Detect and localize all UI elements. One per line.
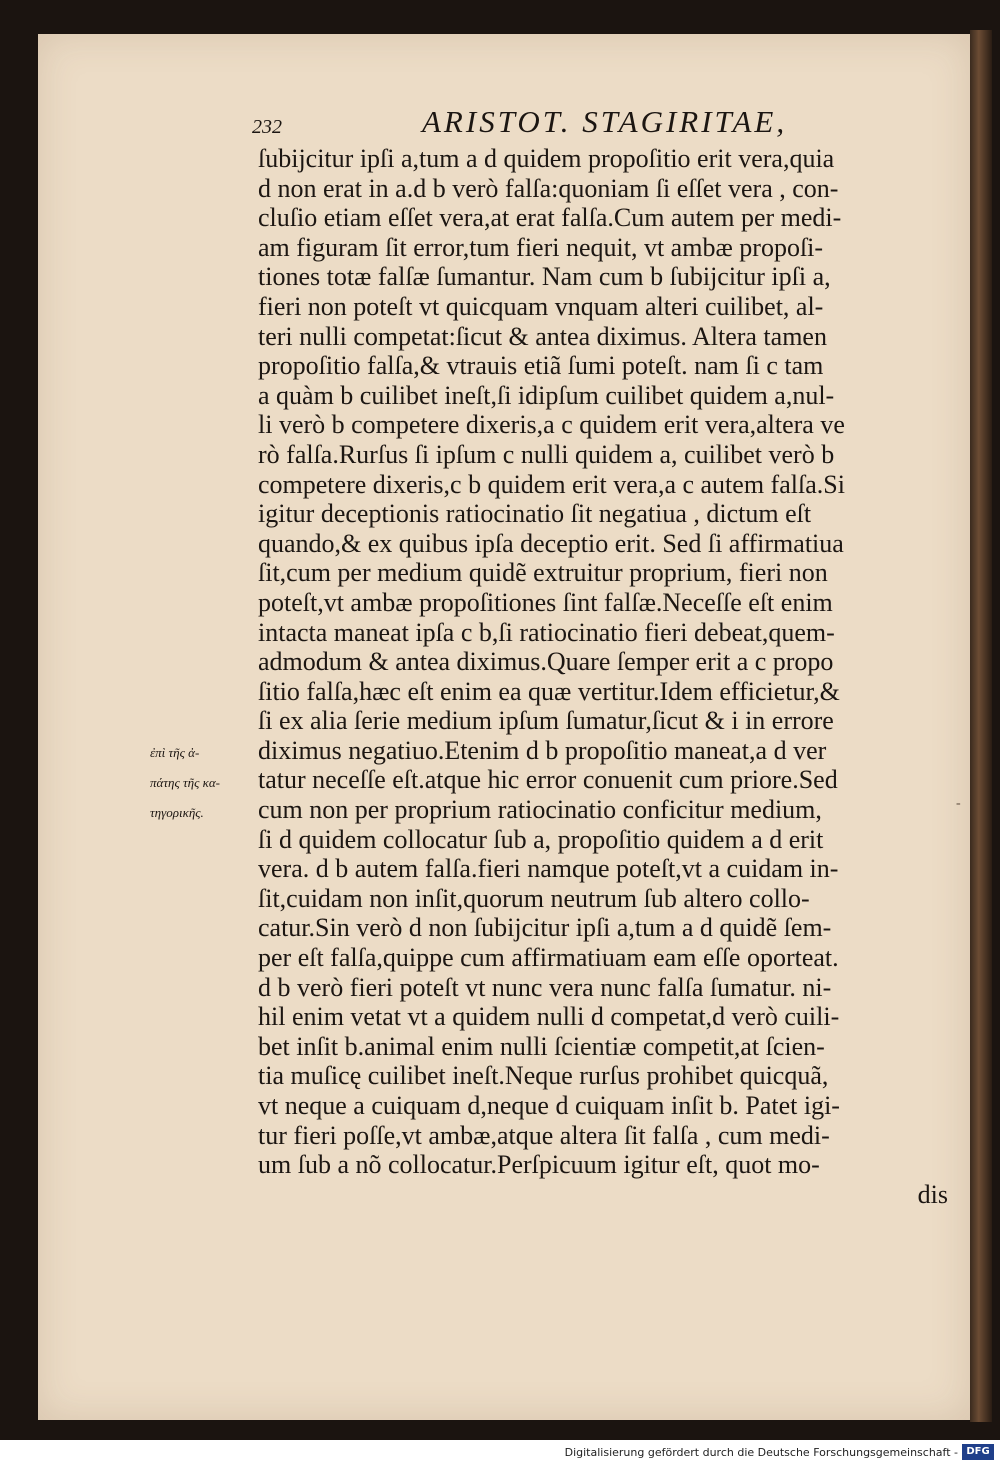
text-line: ſubijcitur ipſi a,tum a d quidem propoſitio erit vera,quia	[258, 144, 835, 173]
text-line: d b verò fieri poteſt vt nunc vera nunc falſa ſumatur. ni-	[258, 972, 832, 1002]
text-line: tia muſicę cuilibet ineſt.Neque rurſus prohibet quicquã,	[258, 1061, 829, 1091]
marginal-note-line: ἐπὶ τῆς ἀ-	[150, 745, 200, 760]
text-line: vt neque a cuiquam d,neque d cuiquam inſit b. Patet igi-	[258, 1091, 840, 1120]
marginal-note-line: τηγορικῆς.	[150, 805, 204, 820]
text-line: poteſt,vt ambæ propoſitiones ſint falſæ.Neceſſe eſt enim	[258, 587, 833, 617]
text-line: um ſub a nõ collocatur.Perſpicuum igitur eſt, quot mo-	[258, 1150, 820, 1180]
text-line: rò falſa.Rurſus ſi ipſum c nulli quidem a, cuilibet verò b	[258, 439, 835, 469]
text-line: intacta maneat ipſa c b,ſi ratiocinatio fieri debeat,quem-	[258, 617, 835, 647]
body-text	[258, 144, 948, 1209]
text-line: teri nulli competat:ſicut & antea diximus. Altera tamen	[258, 321, 827, 351]
stray-mark: -	[956, 796, 961, 811]
text-line: competere dixeris,c b quidem erit vera,a c autem falſa.Si	[258, 469, 845, 499]
text-line: ſit,cum per medium quidẽ extruitur proprium, fieri non	[258, 558, 828, 588]
text-line: cluſio etiam eſſet vera,at erat falſa.Cum autem per medi-	[258, 203, 842, 233]
footer	[0, 1440, 1000, 1467]
text-line: fieri non poteſt vt quicquam vnquam alteri cuilibet, al-	[258, 291, 824, 321]
page-header	[252, 104, 812, 144]
text-line: tur fieri poſſe,vt ambæ,atque altera ſit falſa , cum medi-	[258, 1120, 830, 1150]
page-number: 232	[252, 116, 282, 138]
marginal-note-line: πάτης τῆς κα-	[150, 775, 220, 790]
text-line: cum non per proprium ratiocinatio conficitur medium,	[258, 795, 822, 825]
text-line: hil enim vetat vt a quidem nulli d competat,d verò cuili-	[258, 1002, 840, 1032]
text-line: tiones totæ falſæ ſumantur. Nam cum b ſubijcitur ipſi a,	[258, 262, 831, 292]
text-line: tatur neceſſe eſt.atque hic error conuenit cum priore.Sed	[258, 765, 838, 795]
facing-page-edge	[970, 30, 992, 1422]
text-line: igitur deceptionis ratiocinatio ſit negatiua , dictum eſt	[258, 499, 812, 529]
text-line: per eſt falſa,quippe cum affirmatiuam eam eſſe oporteat.	[258, 943, 839, 973]
text-line: a quàm b cuilibet ineſt,ſi idipſum cuilibet quidem a,nul-	[258, 380, 835, 410]
text-line: catur.Sin verò d non ſubijcitur ipſi a,tum a d quidẽ ſem-	[258, 913, 832, 943]
text-line: dis	[917, 1179, 948, 1209]
text-line: propoſitio falſa,& vtrauis etiã ſumi poteſt. nam ſi c tam	[258, 351, 824, 381]
text-line: ſi d quidem collocatur ſub a, propoſitio quidem a d erit	[258, 824, 824, 854]
text-line: ſit,cuidam non inſit,quorum neutrum ſub altero collo-	[258, 883, 810, 913]
dfg-logo: DFG	[962, 1444, 994, 1460]
marginal-note	[150, 738, 250, 828]
running-head: ARISTOT. STAGIRITAE,	[422, 104, 788, 139]
text-line: admodum & antea diximus.Quare ſemper erit a c propo	[258, 647, 834, 677]
funding-credit: Digitalisierung gefördert durch die Deutsche Forschungsgemeinschaft -	[564, 1446, 958, 1459]
text-line: d non erat in a.d b verò falſa:quoniam ſi eſſet vera , con-	[258, 173, 839, 203]
text-line: bet inſit b.animal enim nulli ſcientiæ competit,at ſcien-	[258, 1031, 825, 1061]
text-line: quando,& ex quibus ipſa deceptio erit. Sed ſi affirmatiua	[258, 528, 844, 558]
text-line: ſitio falſa,hæc eſt enim ea quæ vertitur.Idem efficietur,&	[258, 676, 840, 706]
text-line: li verò b competere dixeris,a c quidem erit vera,altera ve	[258, 410, 845, 440]
text-line: vera. d b autem falſa.fieri namque poteſt,vt a cuidam in-	[258, 854, 839, 884]
text-line: diximus negatiuo.Etenim d b propoſitio maneat,a d ver	[258, 735, 827, 765]
text-line: ſi ex alia ſerie medium ipſum ſumatur,ſicut & i in errore	[258, 706, 834, 736]
text-line: am figuram ſit error,tum fieri nequit, vt ambæ propoſi-	[258, 232, 824, 262]
